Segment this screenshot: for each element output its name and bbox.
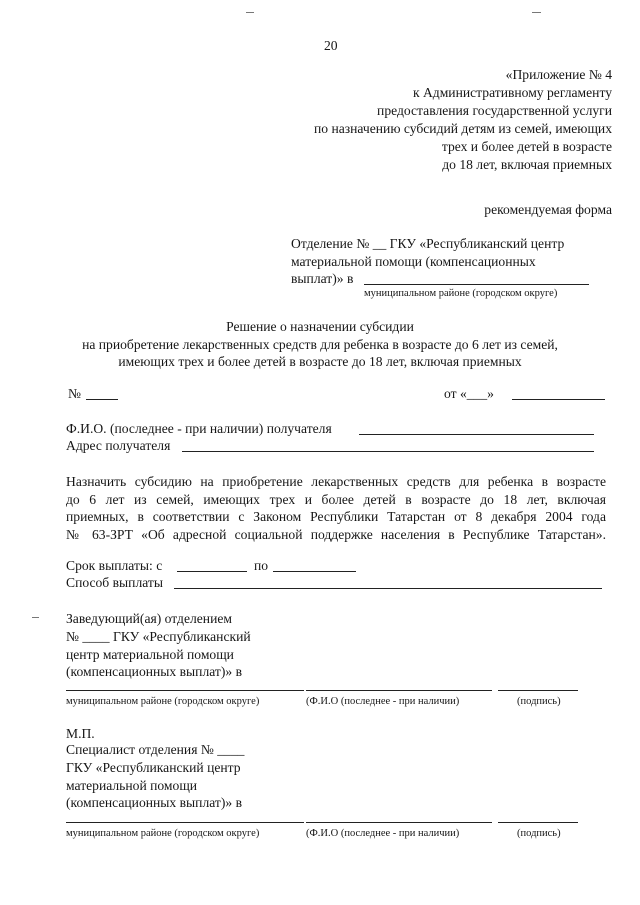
specialist-fio-caption: (Ф.И.О (последнее - при наличии) <box>306 828 460 839</box>
payment-period-from-label: Срок выплаты: с <box>66 558 163 573</box>
head-line-4: (компенсационных выплат)» в <box>66 664 242 679</box>
specialist-line-2: ГКУ «Республиканский центр <box>66 760 241 775</box>
head-district-caption: муниципальном районе (городском округе) <box>66 696 260 707</box>
payment-period-to-field[interactable] <box>273 571 356 572</box>
department-line-3: выплат)» в <box>291 271 354 286</box>
decision-title-line-2: на приобретение лекарственных средств для ребенка в возрасте до 6 лет из семей, <box>82 337 558 352</box>
specialist-signature-caption: (подпись) <box>517 828 561 839</box>
body-line-2: до 6 лет из семей, имеющих трех и более детей в возрасте до 18 лет, включая <box>66 492 606 507</box>
decision-title-line-1: Решение о назначении субсидии <box>226 319 414 334</box>
page-number: 20 <box>324 38 338 53</box>
payment-period-to-label: по <box>254 558 269 573</box>
appendix-line-4: по назначению субсидий детям из семей, имеющих <box>313 121 612 136</box>
department-district-field[interactable] <box>364 284 589 285</box>
number-field[interactable] <box>86 399 118 400</box>
head-signature-field[interactable] <box>498 690 578 691</box>
specialist-district-field[interactable] <box>66 822 304 823</box>
head-line-3: центр материальной помощи <box>66 647 234 662</box>
department-line-2: материальной помощи (компенсационных <box>291 254 536 269</box>
department-line-1: Отделение № __ ГКУ «Республиканский центр <box>291 236 565 251</box>
specialist-fio-field[interactable] <box>306 822 492 823</box>
appendix-line-6: до 18 лет, включая приемных <box>442 157 612 172</box>
recipient-address-label: Адрес получателя <box>66 438 171 453</box>
body-line-4: № 63-ЗРТ «Об адресной социальной поддержке населения в Республике Татарстан». <box>66 527 606 542</box>
payment-method-label: Способ выплаты <box>66 575 163 590</box>
head-line-1: Заведующий(ая) отделением <box>66 611 232 626</box>
recipient-fio-label: Ф.И.О. (последнее - при наличии) получателя <box>66 421 332 436</box>
recipient-address-field[interactable] <box>182 451 594 452</box>
head-signature-caption: (подпись) <box>517 696 561 707</box>
department-district-caption: муниципальном районе (городском округе) <box>364 288 558 299</box>
head-fio-field[interactable] <box>306 690 492 691</box>
specialist-district-caption: муниципальном районе (городском округе) <box>66 828 260 839</box>
decision-title-line-3: имеющих трех и более детей в возрасте до 18 лет, включая приемных <box>118 354 522 369</box>
specialist-line-4: (компенсационных выплат)» в <box>66 795 242 810</box>
specialist-line-1: Специалист отделения № ____ <box>66 742 245 757</box>
head-fio-caption: (Ф.И.О (последнее - при наличии) <box>306 696 460 707</box>
scan-speck <box>246 12 254 13</box>
appendix-line-3: предоставления государственной услуги <box>377 103 612 118</box>
stamp-label: М.П. <box>66 726 95 741</box>
recipient-fio-field[interactable] <box>359 434 594 435</box>
body-line-3: приемных, в соответствии с Законом Республики Татарстан от 8 декабря 2004 года <box>66 509 606 524</box>
number-label: № <box>68 386 81 401</box>
head-line-2: № ____ ГКУ «Республиканский <box>66 629 251 644</box>
body-line-1: Назначить субсидию на приобретение лекарственных средств для ребенка в возрасте <box>66 474 606 489</box>
appendix-line-1: «Приложение № 4 <box>505 67 612 82</box>
payment-method-field[interactable] <box>174 588 602 589</box>
specialist-signature-field[interactable] <box>498 822 578 823</box>
scan-speck <box>32 617 39 618</box>
recommended-form-label: рекомендуемая форма <box>484 202 612 217</box>
payment-period-from-field[interactable] <box>177 571 247 572</box>
appendix-line-5: трех и более детей в возрасте <box>441 139 612 154</box>
appendix-line-2: к Административному регламенту <box>412 85 612 100</box>
specialist-line-3: материальной помощи <box>66 778 198 793</box>
scan-speck <box>532 12 541 13</box>
date-label: от «___» <box>444 386 494 401</box>
date-field[interactable] <box>512 399 605 400</box>
head-district-field[interactable] <box>66 690 304 691</box>
